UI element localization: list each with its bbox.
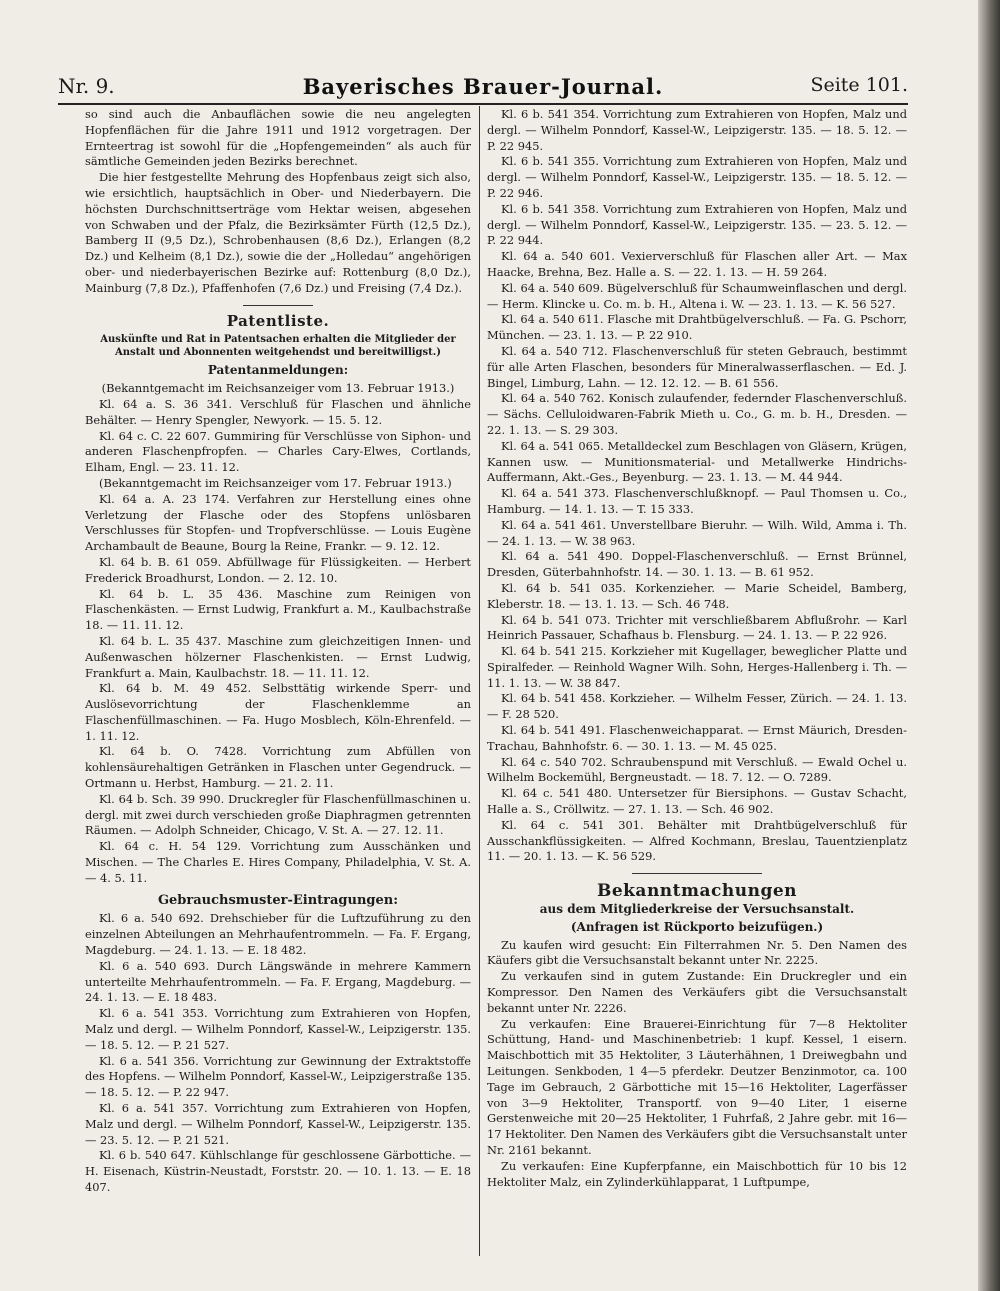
publication-note: (Bekanntgemacht im Reichsanzeiger vom 13. Februar 1913.) bbox=[101, 381, 455, 396]
issue-number: Nr. 9. bbox=[58, 74, 115, 98]
column-divider bbox=[479, 106, 480, 1256]
utility-model-entry: Kl. 64 c. 541 480. Untersetzer für Biersiphons. — Gustav Schacht, Halle a. S., Cröllwitz. — 27. 1. 13. — Sch. 46 902. bbox=[487, 786, 907, 817]
right-column bbox=[487, 107, 907, 1257]
utility-model-entry: Kl. 64 a. 541 373. Flaschenverschlußknopf. — Paul Thomsen u. Co., Hamburg. — 14. 1. 13. — T. 15 333. bbox=[487, 486, 907, 516]
utility-model-entry: Kl. 64 b. 541 215. Korkzieher mit Kugellager, beweglicher Platte und Spiralfeder. — Reinhold Wagner Wilh. Sohn, Herges-Hallenberg i. Th. — 11. 1. 13. — W. 38 847. bbox=[487, 644, 907, 690]
patent-entry: Kl. 64 b. L. 35 437. Maschine zum gleichzeitigen Innen- und Außenwaschen hölzerner Flaschenkisten. — Ernst Ludwig, Frankfurt a. Main, Kaulbachstr. 18. — 11. 11. 12. bbox=[85, 633, 471, 680]
utility-model-entry: Kl. 6 a. 541 357. Vorrichtung zum Extrahieren von Hopfen, Malz und dergl. — Wilhelm Ponndorf, Kassel-W., Leipzigerstr. 135. — 23. 5. 12. — P. 21 521. bbox=[85, 1101, 471, 1147]
section-note: (Anfragen ist Rückporto beizufügen.) bbox=[570, 919, 824, 934]
utility-model-entry: Kl. 64 c. 541 301. Behälter mit Drahtbügelverschluß für Ausschankflüssigkeiten. — Alfred Kochmann, Breslau, Tauentzienplatz 11. — 20. 1. 13. — K. 56 529. bbox=[487, 817, 907, 864]
utility-model-entry: Kl. 64 a. 541 065. Metalldeckel zum Beschlagen von Gläsern, Krügen, Kannen usw. — Munitionsmaterial- und Metallwerke Hindrichs-Auffermann, Akt.-Ges., Beyenburg. — 23. 1. 13. — M. 44 944. bbox=[487, 438, 907, 485]
utility-model-entry: Kl. 6 b. 541 354. Vorrichtung zum Extrahieren von Hopfen, Malz und dergl. — Wilhelm Ponndorf, Kassel-W., Leipzigerstr. 135. — 18. 5. 12. — P. 22 945. bbox=[487, 107, 907, 153]
utility-model-entry: Kl. 64 a. 540 611. Flasche mit Drahtbügelverschluß. — Fa. G. Pschorr, München. — 23. 1. 13. — P. 22 910. bbox=[487, 312, 907, 343]
page-number: Seite 101. bbox=[810, 74, 908, 96]
patent-entry: Kl. 64 b. O. 7428. Vorrichtung zum Abfüllen von kohlensäurehaltigen Getränken in Flaschen unter Gegendruck. — Ortmann u. Herbst, Hamburg. — 21. 2. 11. bbox=[85, 744, 471, 791]
utility-model-entry: Kl. 6 b. 540 647. Kühlschlange für geschlossene Gärbottiche. — H. Eisenach, Küstrin-Neustadt, Forststr. 20. — 10. 1. 13. — E. 18 407. bbox=[85, 1148, 471, 1194]
utility-model-entry: Kl. 6 b. 541 355. Vorrichtung zum Extrahieren von Hopfen, Malz und dergl. — Wilhelm Ponndorf, Kassel-W., Leipzigerstr. 135. — 18. 5. 12. — P. 22 946. bbox=[487, 154, 907, 200]
utility-model-entry: Kl. 64 a. 541 490. Doppel-Flaschenverschluß. — Ernst Brünnel, Dresden, Güterbahnhofstr. 14. — 30. 1. 13. — B. 61 952. bbox=[487, 549, 907, 580]
patent-entry: Kl. 64 b. Sch. 39 990. Druckregler für Flaschenfüllmaschinen u. dergl. mit zwei durch verschieden große Diaphragmen getrennten Räumen. — Adolph Schneider, Chicago, V. St. A. — 27. 12. 11. bbox=[85, 791, 471, 838]
notice-entry: Zu verkaufen sind in gutem Zustande: Ein Druckregler und ein Kompressor. Den Namen des Verkäufers gibt die Versuchsanstalt bekannt unter Nr. 2226. bbox=[487, 969, 907, 1015]
section-title-patentliste: Patentliste. bbox=[226, 311, 330, 330]
section-divider bbox=[632, 873, 762, 874]
utility-model-entry: Kl. 64 a. 540 609. Bügelverschluß für Schaumweinflaschen und dergl. — Herm. Klincke u. Co. m. b. H., Altena i. W. — 23. 1. 13. — K. 56 527. bbox=[487, 280, 907, 311]
section-subtitle: aus dem Mitgliederkreise der Versuchsanstalt. bbox=[539, 902, 855, 917]
section-divider bbox=[243, 305, 313, 306]
publication-note: (Bekanntgemacht im Reichsanzeiger vom 17. Februar 1913.) bbox=[99, 475, 452, 490]
utility-model-entry: Kl. 6 a. 541 353. Vorrichtung zum Extrahieren von Hopfen, Malz und dergl. — Wilhelm Ponndorf, Kassel-W., Leipzigerstr. 135. — 18. 5. 12. — P. 21 527. bbox=[85, 1006, 471, 1052]
utility-model-entry: Kl. 64 b. 541 491. Flaschenweichapparat. — Ernst Mäurich, Dresden-Trachau, Bahnhofstr. 6. — 30. 1. 13. — M. 45 025. bbox=[487, 723, 907, 753]
notice-entry: Zu kaufen wird gesucht: Ein Filterrahmen Nr. 5. Den Namen des Käufers gibt die Versuchsanstalt bekannt unter Nr. 2225. bbox=[487, 937, 907, 968]
subsection-title-anmeldungen: Patentanmeldungen: bbox=[207, 363, 349, 378]
utility-model-entry: Kl. 64 b. 541 035. Korkenzieher. — Marie Scheidel, Bamberg, Kleberstr. 18. — 13. 1. 13. — Sch. 46 748. bbox=[487, 580, 907, 611]
patent-entry: Kl. 64 a. S. 36 341. Verschluß für Flaschen und ähnliche Behälter. — Henry Spengler, Newyork. — 15. 5. 12. bbox=[85, 396, 471, 427]
utility-model-entry: Kl. 64 a. 540 712. Flaschenverschluß für steten Gebrauch, bestimmt für alle Arten Flaschen, besonders für Mineralwasserflaschen. — Ed. J. Bingel, Limburg, Lahn. — 12. 12. 12. — B. 61 556. bbox=[487, 343, 907, 390]
binding-gutter bbox=[978, 0, 1000, 1291]
notice-entry: Zu verkaufen: Eine Kupferpfanne, ein Maischbottich für 10 bis 12 Hektoliter Malz, ein Zylinderkühlapparat, 1 Luftpumpe, bbox=[487, 1158, 907, 1189]
utility-model-entry: Kl. 6 a. 540 692. Drehschieber für die Luftzuführung zu den einzelnen Abteilungen an Mehrhaufentrommeln. — Fa. F. Ergang, Magdeburg. — 24. 1. 13. — E. 18 482. bbox=[85, 911, 471, 958]
utility-model-entry: Kl. 64 b. 541 458. Korkzieher. — Wilhelm Fesser, Zürich. — 24. 1. 13. — F. 28 520. bbox=[487, 691, 907, 722]
paragraph: so sind auch die Anbauflächen sowie die neu angelegten Hopfenflächen für die Jahre 1911 und 1912 vorgetragen. Der Ernteertrag ist sowohl für die „Hopfengemeinden“ als auch für sämtliche Gemeinden jeden Bezirks berechnet. bbox=[85, 107, 471, 169]
patent-note: Auskünfte und Rat in Patentsachen erhalten die Mitglieder der Anstalt und Abonnenten weitgehendst und bereitwilligst.) bbox=[100, 334, 456, 359]
utility-model-entry: Kl. 6 a. 541 356. Vorrichtung zur Gewinnung der Extraktstoffe des Hopfens. — Wilhelm Ponndorf, Kassel-W., Leipzigerstraße 135. — 18. 5. 12. — P. 22 947. bbox=[85, 1053, 471, 1100]
utility-model-entry: Kl. 64 a. 540 762. Konisch zulaufender, federnder Flaschenverschluß. — Sächs. Celluloidwaren-Fabrik Mieth u. Co., G. m. b. H., Dresden. — 22. 1. 13. — S. 29 303. bbox=[487, 391, 907, 437]
page-header bbox=[58, 74, 908, 102]
journal-title: Bayerisches Brauer-Journal. bbox=[302, 74, 664, 99]
paragraph: Die hier festgestellte Mehrung des Hopfenbaus zeigt sich also, wie ersichtlich, hauptsächlich in Ober- und Niederbayern. Die höchsten Durchschnittserträge vom Hektar weisen, abgesehen von Schwaben und der Pfalz, die Bezirksämter Fürth (12,5 Dz.), Bamberg II (9,5 Dz.), Schrobenhausen (8,6 Dz.), Erlangen (8,2 Dz.) und Kelheim (8,1 Dz.), sowie die der „Holledau“ angehörigen ober- und niederbayerischen Bezirke auf: Rottenburg (8,0 Dz.), Mainburg (7,8 Dz.), Pfaffenhofen (7,6 Dz.) und Freising (7,4 Dz.). bbox=[85, 170, 471, 295]
notice-entry: Zu verkaufen: Eine Brauerei-Einrichtung für 7—8 Hektoliter Schüttung, Hand- und Maschinenbetrieb: 1 kupf. Kessel, 1 eisern. Maischbottich mit 35 Hektoliter, 3 Läuterhähnen, 1 Dreiwegbahn und Leitungen. Senkboden, 1 4—5 pferdekr. Deutzer Benzinmotor, ca. 100 Tage im Gebrauch, 2 Gärbottiche mit 15—16 Hektoliter, Lagerfässer von 3—9 Hektoliter, Transportf. von 9—40 Liter, 1 eiserne Gerstenweiche mit 20—25 Hektoliter, 1 Fuhrfaß, 2 Jahre gebr. mit 16—17 Hektoliter. Den Namen des Verkäufers gibt die Versuchsanstalt unter Nr. 2161 bekannt. bbox=[487, 1016, 907, 1157]
left-column bbox=[85, 107, 471, 1257]
patent-entry: Kl. 64 c. C. 22 607. Gummiring für Verschlüsse von Siphon- und anderen Flaschenpfropfen. — Charles Cary-Elwes, Cortlands, Elham, Engl. — 23. 11. 12. bbox=[85, 428, 471, 475]
utility-model-entry: Kl. 6 a. 540 693. Durch Längswände in mehrere Kammern unterteilte Mehrhaufentrommeln. — Fa. F. Ergang, Magdeburg. — 24. 1. 13. — E. 18 483. bbox=[85, 958, 471, 1005]
patent-entry: Kl. 64 b. B. 61 059. Abfüllwage für Flüssigkeiten. — Herbert Frederick Broadhurst, London. — 2. 12. 10. bbox=[85, 554, 471, 585]
patent-entry: Kl. 64 b. L. 35 436. Maschine zum Reinigen von Flaschenkästen. — Ernst Ludwig, Frankfurt a. M., Kaulbachstraße 18. — 11. 11. 12. bbox=[85, 586, 471, 633]
utility-model-entry: Kl. 64 a. 541 461. Unverstellbare Bieruhr. — Wilh. Wild, Amma i. Th. — 24. 1. 13. — W. 38 963. bbox=[487, 517, 907, 548]
utility-model-entry: Kl. 64 b. 541 073. Trichter mit verschließbarem Abflußrohr. — Karl Heinrich Passauer, Schafhaus b. Flensburg. — 24. 1. 13. — P. 22 926. bbox=[487, 612, 907, 643]
utility-model-entry: Kl. 64 c. 540 702. Schraubenspund mit Verschluß. — Ewald Ochel u. Wilhelm Bockemühl, Bergneustadt. — 18. 7. 12. — O. 7289. bbox=[487, 754, 907, 785]
subsection-title-gebrauchsmuster: Gebrauchsmuster-Eintragungen: bbox=[157, 892, 399, 908]
utility-model-entry: Kl. 6 b. 541 358. Vorrichtung zum Extrahieren von Hopfen, Malz und dergl. — Wilhelm Ponndorf, Kassel-W., Leipzigerstr. 135. — 23. 5. 12. — P. 22 944. bbox=[487, 201, 907, 248]
patent-entry: Kl. 64 c. H. 54 129. Vorrichtung zum Ausschänken und Mischen. — The Charles E. Hires Company, Philadelphia, V. St. A. — 4. 5. 11. bbox=[85, 839, 471, 885]
patent-entry: Kl. 64 a. A. 23 174. Verfahren zur Herstellung eines ohne Verletzung der Flasche oder des Stopfens unlösbaren Verschlusses für Stopfen- und Tropfverschlüsse. — Louis Eugène Archambault de Beaune, Bourg la Reine, Frankr. — 9. 12. 12. bbox=[85, 491, 471, 554]
patent-entry: Kl. 64 b. M. 49 452. Selbsttätig wirkende Sperr- und Auslösevorrichtung der Flaschenklemme an Flaschenfüllmaschinen. — Fa. Hugo Mosblech, Köln-Ehrenfeld. — 1. 11. 12. bbox=[85, 681, 471, 743]
section-title-bekanntmachungen: Bekanntmachungen bbox=[596, 881, 798, 902]
header-rule bbox=[58, 103, 908, 105]
utility-model-entry: Kl. 64 a. 540 601. Vexierverschluß für Flaschen aller Art. — Max Haacke, Brehna, Bez. Halle a. S. — 22. 1. 13. — H. 59 264. bbox=[487, 249, 907, 279]
